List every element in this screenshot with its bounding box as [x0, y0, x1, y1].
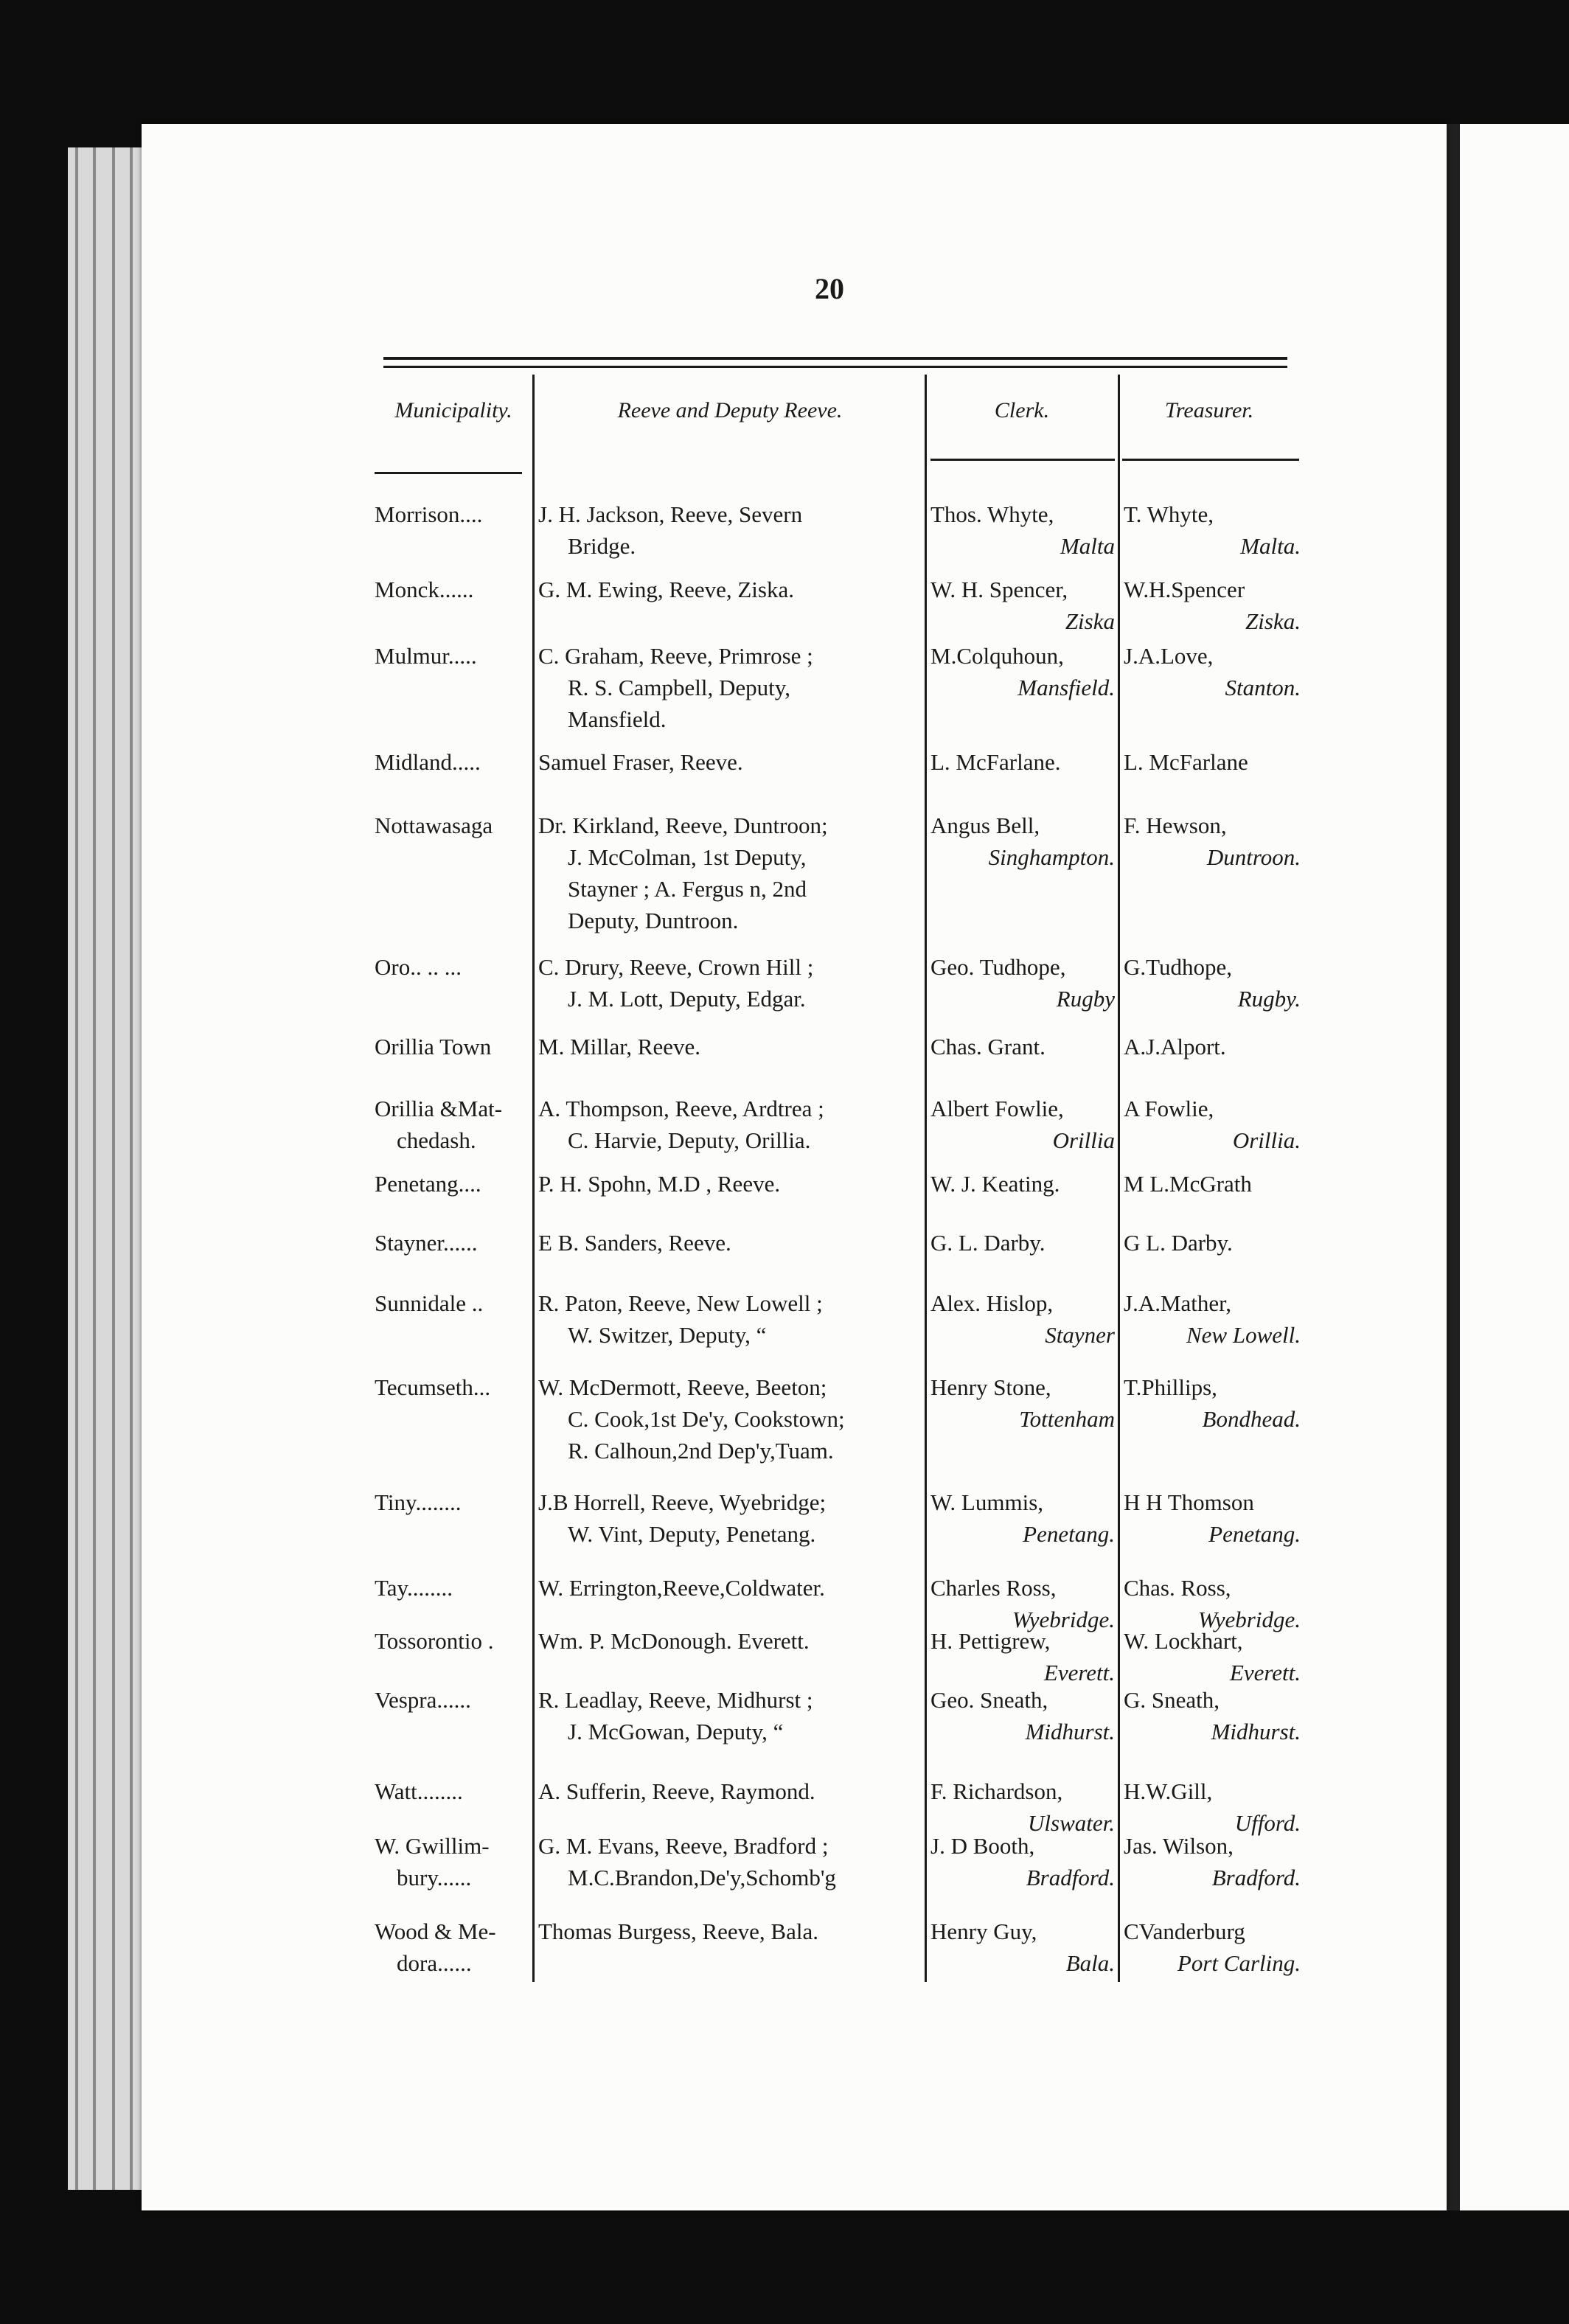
reeve-line: W. McDermott, Reeve, Beeton; — [538, 1374, 827, 1400]
treasurer-line: Midhurst. — [1211, 1719, 1301, 1744]
clerk-cell — [930, 640, 1115, 703]
municipality-line: Midland..... — [375, 749, 481, 775]
header-municipality: Municipality. — [394, 398, 512, 422]
header-clerk: Clerk. — [994, 398, 1050, 422]
reeve-cell — [538, 1916, 922, 1947]
clerk-line: Geo. Sneath, — [930, 1687, 1048, 1713]
facing-page — [1460, 124, 1569, 2210]
treasurer-line: Wyebridge. — [1197, 1607, 1301, 1632]
clerk-line: W. J. Keating. — [930, 1171, 1060, 1197]
reeve-line: Wm. P. McDonough. Everett. — [538, 1628, 810, 1654]
municipality-cell — [375, 746, 529, 778]
treasurer-line: CVanderburg — [1124, 1918, 1245, 1944]
reeve-line: J. H. Jackson, Reeve, Severn — [538, 501, 803, 527]
clerk-line: Midhurst. — [1025, 1719, 1115, 1744]
municipality-cell — [375, 1775, 529, 1807]
treasurer-cell — [1124, 574, 1301, 637]
municipality-line: Tossorontio . — [375, 1628, 494, 1654]
reeve-line: R. Paton, Reeve, New Lowell ; — [538, 1290, 823, 1316]
reeve-cell — [538, 746, 922, 778]
clerk-cell — [930, 1916, 1115, 1979]
treasurer-line: Bondhead. — [1202, 1406, 1301, 1432]
treasurer-line: Chas. Ross, — [1124, 1575, 1231, 1601]
clerk-line: Bala. — [1065, 1950, 1115, 1976]
municipality-line: Tay........ — [375, 1575, 453, 1601]
municipality-line: dora...... — [397, 1950, 472, 1976]
treasurer-line: Duntroon. — [1206, 844, 1301, 870]
clerk-line: Penetang. — [1023, 1521, 1115, 1547]
clerk-cell — [930, 498, 1115, 562]
treasurer-line: G L. Darby. — [1124, 1230, 1233, 1256]
treasurer-cell — [1124, 498, 1301, 562]
treasurer-line: T. Whyte, — [1124, 501, 1214, 527]
treasurer-line: Everett. — [1229, 1660, 1301, 1685]
clerk-cell — [930, 1684, 1115, 1747]
reeve-line: Thomas Burgess, Reeve, Bala. — [538, 1918, 818, 1944]
municipality-cell — [375, 1093, 529, 1156]
municipality-cell — [375, 1168, 529, 1200]
municipality-cell — [375, 1227, 529, 1259]
clerk-line: Malta — [1060, 533, 1115, 559]
clerk-cell — [930, 746, 1115, 778]
reeve-line: M. Millar, Reeve. — [538, 1034, 701, 1060]
clerk-line: H. Pettigrew, — [930, 1628, 1051, 1654]
reeve-line: W. Vint, Deputy, Penetang. — [568, 1521, 816, 1547]
column-divider-1 — [532, 375, 535, 1982]
municipality-line: Monck...... — [375, 577, 474, 602]
reeve-cell — [538, 810, 922, 936]
reeve-cell — [538, 498, 922, 562]
clerk-cell — [930, 810, 1115, 873]
clerk-line: W. H. Spencer, — [930, 577, 1068, 602]
municipality-cell — [375, 1287, 529, 1319]
treasurer-cell — [1124, 1625, 1301, 1688]
header-treasurer: Treasurer. — [1164, 398, 1254, 422]
clerk-line: W. Lummis, — [930, 1489, 1044, 1515]
clerk-line: M.Colquhoun, — [930, 643, 1064, 669]
treasurer-cell — [1124, 1916, 1301, 1979]
clerk-cell — [930, 574, 1115, 637]
reeve-line: G. M. Evans, Reeve, Bradford ; — [538, 1833, 829, 1859]
clerk-line: Chas. Grant. — [930, 1034, 1046, 1060]
municipality-line: Penetang.... — [375, 1171, 481, 1197]
reeve-line: R. S. Campbell, Deputy, — [568, 675, 790, 700]
treasurer-cell — [1124, 1684, 1301, 1747]
reeve-line: J.B Horrell, Reeve, Wyebridge; — [538, 1489, 827, 1515]
reeve-line: W. Switzer, Deputy, “ — [568, 1322, 767, 1348]
reeve-line: J. McColman, 1st Deputy, — [568, 844, 807, 870]
municipality-cell — [375, 1625, 529, 1657]
treasurer-cell — [1124, 1168, 1301, 1200]
clerk-cell — [930, 1031, 1115, 1062]
reeve-line: Stayner ; A. Fergus n, 2nd — [568, 876, 807, 902]
clerk-cell — [930, 1093, 1115, 1156]
treasurer-line: New Lowell. — [1186, 1322, 1301, 1348]
treasurer-cell — [1124, 1830, 1301, 1893]
clerk-line: F. Richardson, — [930, 1778, 1063, 1804]
clerk-cell — [930, 1830, 1115, 1893]
reeve-cell — [538, 1486, 922, 1550]
top-double-rule-2 — [383, 366, 1287, 368]
clerk-cell — [930, 1227, 1115, 1259]
clerk-line: Angus Bell, — [930, 813, 1040, 838]
reeve-line: A. Sufferin, Reeve, Raymond. — [538, 1778, 815, 1804]
reeve-cell — [538, 951, 922, 1015]
reeve-line: J. M. Lott, Deputy, Edgar. — [568, 986, 806, 1012]
municipality-line: bury...... — [397, 1865, 472, 1890]
reeve-line: R. Calhoun,2nd Dep'y,Tuam. — [568, 1438, 834, 1464]
reeve-cell — [538, 1168, 922, 1200]
header-underline-clerk — [930, 459, 1115, 461]
treasurer-cell — [1124, 1093, 1301, 1156]
treasurer-line: Ufford. — [1234, 1810, 1301, 1836]
column-divider-2 — [925, 375, 927, 1982]
clerk-line: Alex. Hislop, — [930, 1290, 1054, 1316]
municipality-cell — [375, 1486, 529, 1518]
reeve-cell — [538, 574, 922, 605]
clerk-line: Charles Ross, — [930, 1575, 1057, 1601]
treasurer-line: H H Thomson — [1124, 1489, 1254, 1515]
reeve-cell — [538, 1572, 922, 1604]
clerk-line: Henry Guy, — [930, 1918, 1037, 1944]
reeve-line: Samuel Fraser, Reeve. — [538, 749, 743, 775]
treasurer-cell — [1124, 1287, 1301, 1351]
top-double-rule-1 — [383, 357, 1287, 360]
clerk-line: Bradford. — [1026, 1865, 1115, 1890]
reeve-line: W. Errington,Reeve,Coldwater. — [538, 1575, 825, 1601]
municipality-cell — [375, 574, 529, 605]
clerk-cell — [930, 1371, 1115, 1435]
clerk-line: J. D Booth, — [930, 1833, 1035, 1859]
treasurer-line: Rugby. — [1237, 986, 1301, 1012]
municipality-line: Tecumseth... — [375, 1374, 491, 1400]
reeve-cell — [538, 1775, 922, 1807]
treasurer-cell — [1124, 810, 1301, 873]
reeve-cell — [538, 1031, 922, 1062]
treasurer-line: Orillia. — [1232, 1127, 1301, 1153]
municipality-line: chedash. — [397, 1127, 476, 1153]
treasurer-cell — [1124, 640, 1301, 703]
treasurer-line: A Fowlie, — [1124, 1096, 1214, 1121]
municipality-cell — [375, 1031, 529, 1062]
reeve-line: A. Thompson, Reeve, Ardtrea ; — [538, 1096, 824, 1121]
clerk-line: Geo. Tudhope, — [930, 954, 1066, 980]
clerk-cell — [930, 1625, 1115, 1688]
treasurer-cell — [1124, 746, 1301, 778]
municipality-line: Tiny........ — [375, 1489, 462, 1515]
reeve-line: G. M. Ewing, Reeve, Ziska. — [538, 577, 794, 602]
reeve-cell — [538, 640, 922, 735]
treasurer-line: Ziska. — [1245, 608, 1301, 634]
municipality-line: Stayner...... — [375, 1230, 478, 1256]
treasurer-cell — [1124, 1031, 1301, 1062]
municipality-cell — [375, 1684, 529, 1716]
reeve-cell — [538, 1625, 922, 1657]
treasurer-line: F. Hewson, — [1124, 813, 1227, 838]
reeve-line: Bridge. — [568, 533, 636, 559]
reeve-line: C. Cook,1st De'y, Cookstown; — [568, 1406, 845, 1432]
municipality-line: Orillia Town — [375, 1034, 492, 1060]
municipality-line: Nottawasaga — [375, 813, 493, 838]
municipality-line: Watt........ — [375, 1778, 463, 1804]
reeve-cell — [538, 1093, 922, 1156]
municipality-line: Wood & Me- — [375, 1918, 496, 1944]
treasurer-cell — [1124, 1486, 1301, 1550]
reeve-line: P. H. Spohn, M.D , Reeve. — [538, 1171, 781, 1197]
treasurer-line: H.W.Gill, — [1124, 1778, 1213, 1804]
clerk-cell — [930, 1168, 1115, 1200]
treasurer-line: J.A.Mather, — [1124, 1290, 1231, 1316]
page-sheet — [142, 124, 1447, 2210]
reeve-cell — [538, 1830, 922, 1893]
page-number: 20 — [815, 272, 844, 305]
column-divider-3 — [1118, 375, 1120, 1982]
treasurer-line: Bradford. — [1211, 1865, 1301, 1890]
clerk-line: Henry Stone, — [930, 1374, 1051, 1400]
reeve-cell — [538, 1287, 922, 1351]
municipality-line: W. Gwillim- — [375, 1833, 490, 1859]
treasurer-line: G.Tudhope, — [1124, 954, 1232, 980]
clerk-line: Rugby — [1056, 986, 1115, 1012]
clerk-line: Ziska — [1065, 608, 1115, 634]
clerk-line: G. L. Darby. — [930, 1230, 1046, 1256]
municipality-cell — [375, 498, 529, 530]
reeve-line: J. McGowan, Deputy, “ — [568, 1719, 784, 1744]
header-underline-municipality — [375, 472, 522, 474]
municipality-line: Vespra...... — [375, 1687, 471, 1713]
municipality-cell — [375, 810, 529, 841]
clerk-line: Tottenham — [1019, 1406, 1115, 1432]
reeve-line: M.C.Brandon,De'y,Schomb'g — [568, 1865, 836, 1890]
municipality-line: Orillia &Mat- — [375, 1096, 503, 1121]
clerk-cell — [930, 951, 1115, 1015]
clerk-line: Wyebridge. — [1012, 1607, 1115, 1632]
treasurer-line: Penetang. — [1208, 1521, 1301, 1547]
clerk-line: Singhampton. — [988, 844, 1115, 870]
treasurer-cell — [1124, 951, 1301, 1015]
treasurer-line: L. McFarlane — [1124, 749, 1248, 775]
reeve-line: C. Harvie, Deputy, Orillia. — [568, 1127, 811, 1153]
reeve-line: C. Drury, Reeve, Crown Hill ; — [538, 954, 814, 980]
reeve-line: C. Graham, Reeve, Primrose ; — [538, 643, 813, 669]
clerk-line: L. McFarlane. — [930, 749, 1061, 775]
treasurer-line: M L.McGrath — [1124, 1171, 1252, 1197]
municipality-line: Mulmur..... — [375, 643, 477, 669]
reeve-line: Mansfield. — [568, 706, 667, 732]
treasurer-line: A.J.Alport. — [1124, 1034, 1226, 1060]
municipality-cell — [375, 640, 529, 672]
clerk-line: Orillia — [1052, 1127, 1115, 1153]
municipality-line: Morrison.... — [375, 501, 483, 527]
treasurer-line: Port Carling. — [1177, 1950, 1301, 1976]
treasurer-line: Jas. Wilson, — [1124, 1833, 1234, 1859]
clerk-line: Thos. Whyte, — [930, 501, 1054, 527]
treasurer-cell — [1124, 1227, 1301, 1259]
clerk-line: Albert Fowlie, — [930, 1096, 1064, 1121]
treasurer-line: W. Lockhart, — [1124, 1628, 1243, 1654]
clerk-cell — [930, 1486, 1115, 1550]
clerk-line: Everett. — [1043, 1660, 1115, 1685]
reeve-line: E B. Sanders, Reeve. — [538, 1230, 731, 1256]
clerk-cell — [930, 1287, 1115, 1351]
municipality-cell — [375, 1371, 529, 1403]
municipality-cell — [375, 1572, 529, 1604]
reeve-cell — [538, 1227, 922, 1259]
reeve-line: Deputy, Duntroon. — [568, 908, 739, 933]
header-underline-treasurer — [1122, 459, 1299, 461]
reeve-cell — [538, 1684, 922, 1747]
clerk-line: Mansfield. — [1017, 675, 1115, 700]
municipality-cell — [375, 1916, 529, 1979]
municipality-cell — [375, 951, 529, 983]
municipality-line: Sunnidale .. — [375, 1290, 484, 1316]
municipality-line: Oro.. .. ... — [375, 954, 462, 980]
treasurer-cell — [1124, 1371, 1301, 1435]
municipality-cell — [375, 1830, 529, 1893]
treasurer-line: G. Sneath, — [1124, 1687, 1220, 1713]
reeve-line: R. Leadlay, Reeve, Midhurst ; — [538, 1687, 813, 1713]
clerk-line: Stayner — [1045, 1322, 1115, 1348]
header-reeve: Reeve and Deputy Reeve. — [617, 398, 843, 422]
treasurer-line: T.Phillips, — [1124, 1374, 1217, 1400]
treasurer-line: Malta. — [1240, 533, 1301, 559]
treasurer-line: Stanton. — [1225, 675, 1301, 700]
reeve-cell — [538, 1371, 922, 1467]
treasurer-line: W.H.Spencer — [1124, 577, 1245, 602]
book-page-edges — [68, 147, 149, 2190]
reeve-line: Dr. Kirkland, Reeve, Duntroon; — [538, 813, 828, 838]
clerk-line: Ulswater. — [1028, 1810, 1115, 1836]
treasurer-line: J.A.Love, — [1124, 643, 1214, 669]
